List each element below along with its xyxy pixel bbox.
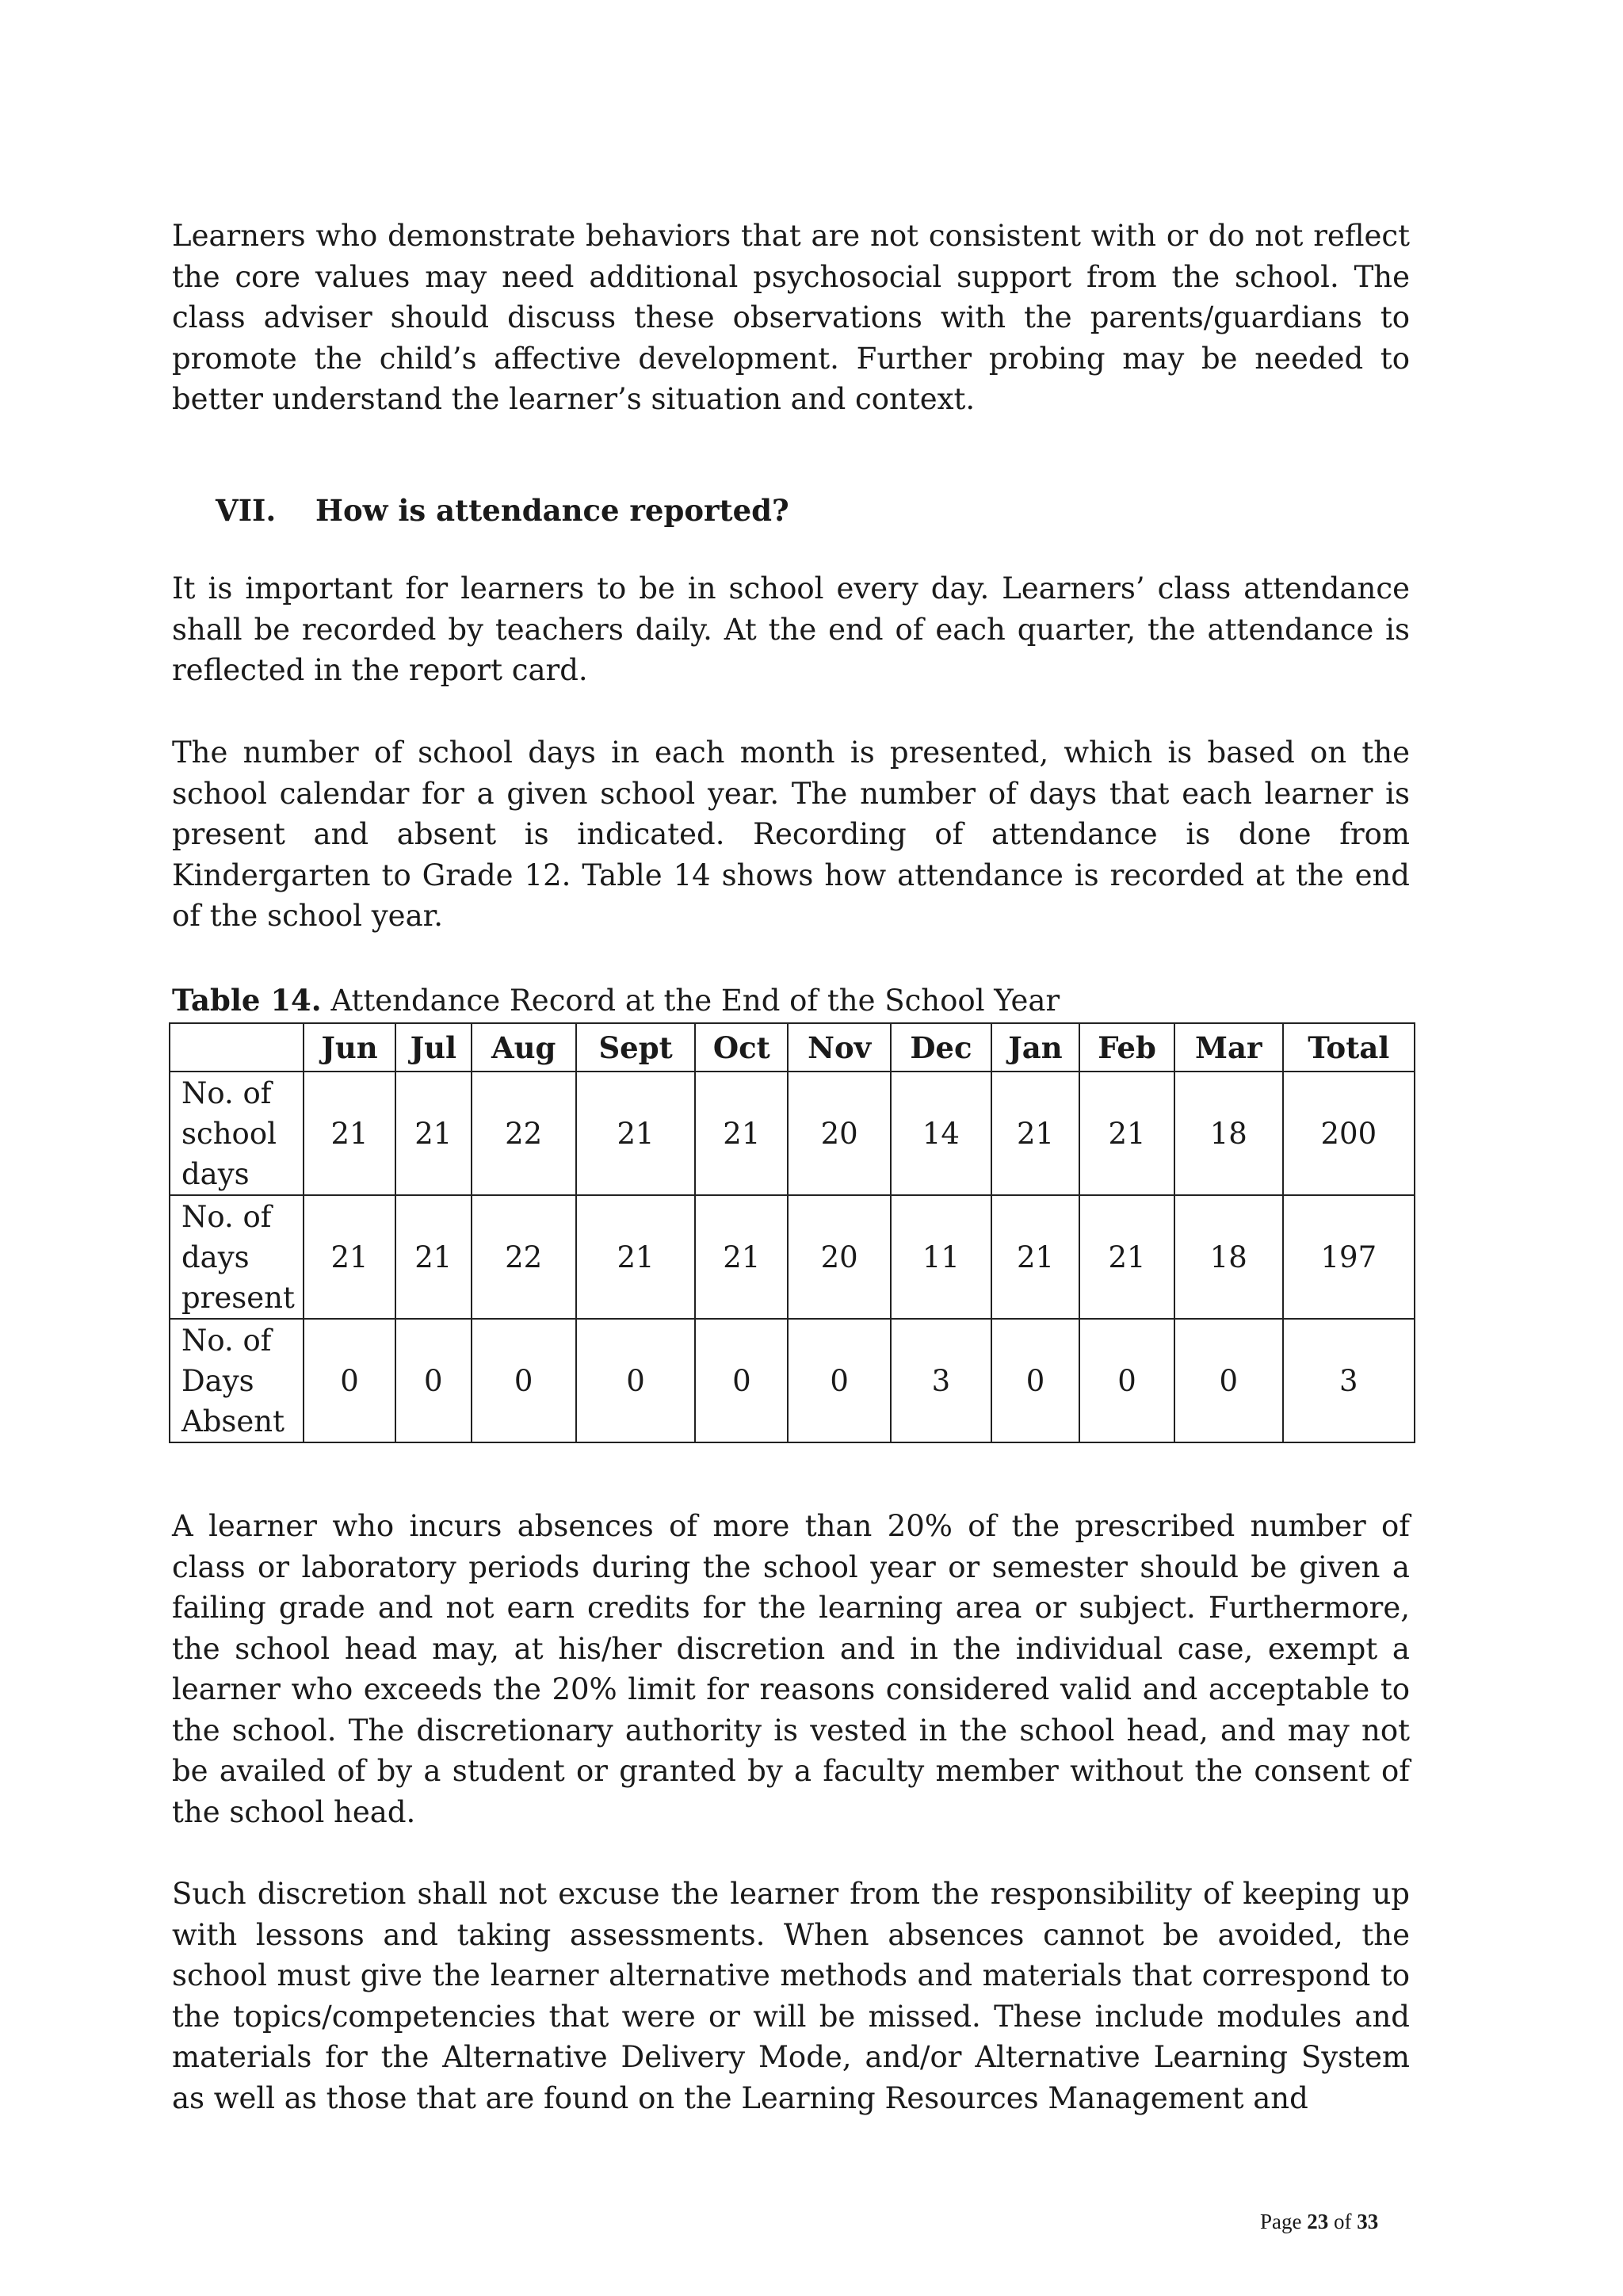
row-label-line: days <box>181 1240 250 1274</box>
section-number: VII. <box>216 493 277 528</box>
column-header: Aug <box>472 1023 576 1072</box>
row-label <box>170 1319 304 1442</box>
table-row <box>170 1319 1415 1442</box>
column-header: Mar <box>1174 1023 1283 1072</box>
table-cell: 21 <box>304 1072 395 1195</box>
table-cell: 0 <box>472 1319 576 1442</box>
column-header: Jun <box>304 1023 395 1072</box>
table-cell: 18 <box>1174 1072 1283 1195</box>
table-cell: 3 <box>891 1319 991 1442</box>
page-number: 23 <box>1307 2210 1329 2233</box>
table-caption-text: Attendance Record at the End of the School Year <box>321 984 1060 1018</box>
table-cell: 18 <box>1174 1195 1283 1319</box>
table-cell: 21 <box>695 1195 788 1319</box>
table-caption <box>172 980 1060 1022</box>
footer-of: of <box>1328 2210 1358 2233</box>
table-cell: 21 <box>304 1195 395 1319</box>
table-cell: 21 <box>695 1072 788 1195</box>
paragraph-core-values: Learners who demonstrate behaviors that are not consistent with or do not reflect the core values may need additional psychosocial support from the school. The class adviser should discuss these observations with the parents/guardians to promote the child’s affective development. Further probing may be needed to better understand the learner’s situation and context. <box>172 219 1410 416</box>
table-cell: 20 <box>788 1072 891 1195</box>
table-cell: 0 <box>695 1319 788 1442</box>
column-header: Total <box>1283 1023 1415 1072</box>
table-cell: 21 <box>1079 1072 1174 1195</box>
table-cell: 21 <box>1079 1195 1174 1319</box>
page-footer <box>1260 2210 1378 2234</box>
row-label-line: No. of <box>181 1323 272 1358</box>
row-label-line: Days <box>181 1363 254 1398</box>
column-header: Nov <box>788 1023 891 1072</box>
table-cell: 197 <box>1283 1195 1415 1319</box>
column-header: Dec <box>891 1023 991 1072</box>
table-cell: 21 <box>991 1195 1079 1319</box>
paragraph-discretion: Such discretion shall not excuse the learner from the responsibility of keeping up with lessons and taking assessments. When absences cannot be avoided, the school must give the learner alternative methods and materials that correspond to the topics/competencies that were or will be missed. These include modules and materials for the Alternative Delivery Mode, and/or Alternative Learning System as well as those that are found on the Learning Resources Management and <box>172 1877 1410 2115</box>
table-cell: 22 <box>472 1072 576 1195</box>
table-cell: 0 <box>788 1319 891 1442</box>
column-header: Jan <box>991 1023 1079 1072</box>
table-cell: 14 <box>891 1072 991 1195</box>
column-header: Jul <box>395 1023 472 1072</box>
row-label-line: No. of <box>181 1075 272 1110</box>
row-label-line: school <box>181 1116 277 1151</box>
table-row <box>170 1072 1415 1195</box>
table-cell: 0 <box>576 1319 696 1442</box>
table-cell: 0 <box>1174 1319 1283 1442</box>
column-header: Feb <box>1079 1023 1174 1072</box>
table-cell: 21 <box>395 1072 472 1195</box>
paragraph-school-days: The number of school days in each month is presented, which is based on the school calendar for a given school year. The number of days that each learner is present and absent is indicated. Recording of attendance is done from Kindergarten to Grade 12. Table 14 shows how attendance is recorded at the end of the school year. <box>172 735 1410 933</box>
row-label-line: present <box>181 1280 295 1315</box>
table-cell: 21 <box>395 1195 472 1319</box>
table-cell: 21 <box>991 1072 1079 1195</box>
page-total: 33 <box>1357 2210 1379 2233</box>
table-caption-label: Table 14. <box>172 983 322 1018</box>
table-cell: 21 <box>576 1195 696 1319</box>
table-cell: 21 <box>576 1072 696 1195</box>
table-cell: 0 <box>304 1319 395 1442</box>
table-cell: 3 <box>1283 1319 1415 1442</box>
table-cell: 0 <box>1079 1319 1174 1442</box>
table-cell: 0 <box>991 1319 1079 1442</box>
table-cell: 200 <box>1283 1072 1415 1195</box>
row-label <box>170 1072 304 1195</box>
table-cell: 0 <box>395 1319 472 1442</box>
row-label-line: Absent <box>181 1404 285 1438</box>
table-cell: 11 <box>891 1195 991 1319</box>
column-header: Oct <box>695 1023 788 1072</box>
attendance-table <box>169 1022 1415 1443</box>
table-header-row <box>170 1023 1415 1072</box>
column-header <box>170 1023 304 1072</box>
row-label-line: No. of <box>181 1199 272 1234</box>
row-label <box>170 1195 304 1319</box>
section-title: How is attendance reported? <box>315 493 789 528</box>
paragraph-attendance-importance: It is important for learners to be in school every day. Learners’ class attendance shall be recorded by teachers daily. At the end of each quarter, the attendance is reflected in the report card. <box>172 571 1410 687</box>
footer-prefix: Page <box>1260 2210 1308 2233</box>
section-heading <box>216 490 789 531</box>
row-label-line: days <box>181 1156 250 1191</box>
table-cell: 22 <box>472 1195 576 1319</box>
table-row <box>170 1195 1415 1319</box>
column-header: Sept <box>576 1023 696 1072</box>
table-cell: 20 <box>788 1195 891 1319</box>
paragraph-absence-policy: A learner who incurs absences of more than 20% of the prescribed number of class or laboratory periods during the school year or semester should be given a failing grade and not earn credits for the learning area or subject. Furthermore, the school head may, at his/her discretion and in the individual case, exempt a learner who exceeds the 20% limit for reasons considered valid and acceptable to the school. The discretionary authority is vested in the school head, and may not be availed of by a student or granted by a faculty member without the consent of the school head. <box>172 1509 1410 1829</box>
